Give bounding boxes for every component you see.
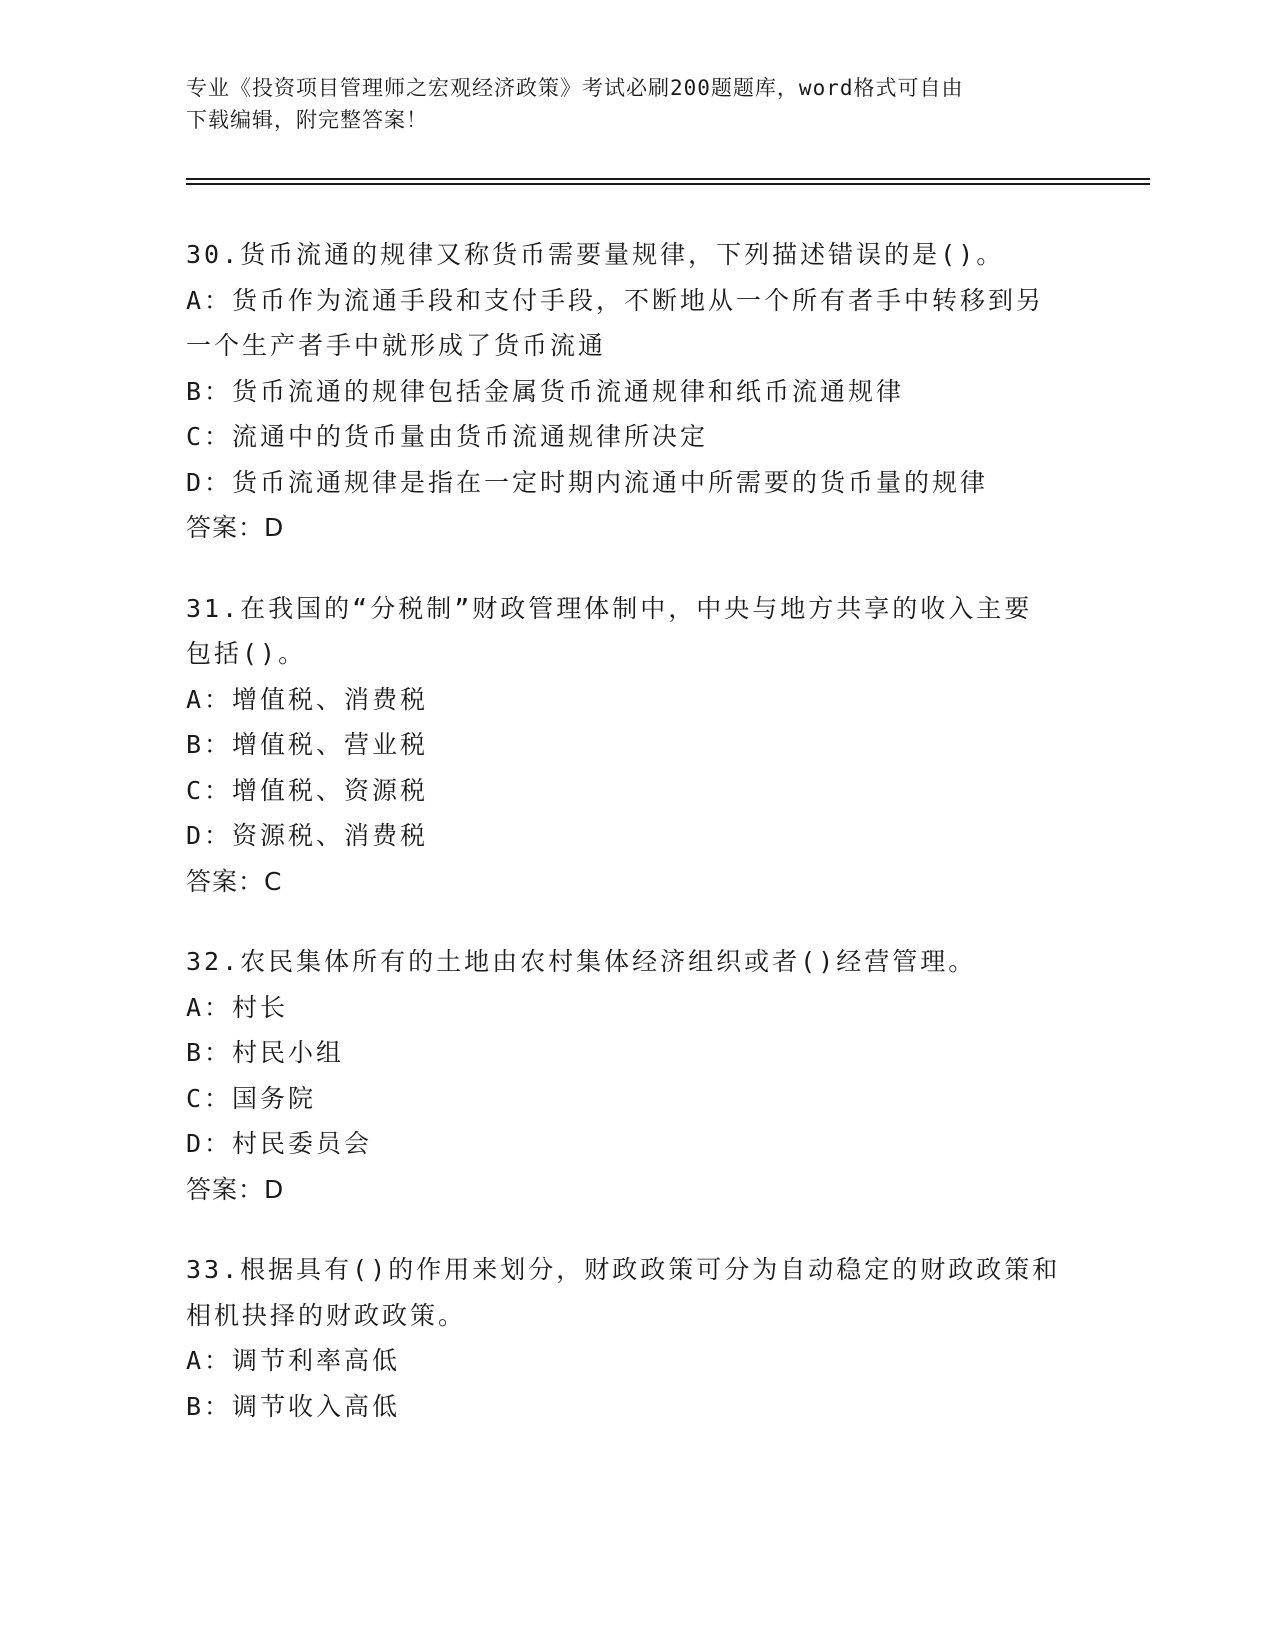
option-a: A：调节利率高低 <box>186 1346 401 1375</box>
option-a: A：货币作为流通手段和支付手段，不断地从一个所有者手中转移到另 <box>186 285 1045 315</box>
header-line-1: 专业《投资项目管理师之宏观经济政策》考试必刷200题题库，word格式可自由 <box>186 76 964 100</box>
question-list <box>186 232 1066 1464</box>
question-stem-continued: 相机抉择的财政政策。 <box>186 1300 467 1330</box>
question-33 <box>186 1247 1066 1429</box>
option-c: C：流通中的货币量由货币流通规律所决定 <box>186 422 709 451</box>
question-stem: 31.在我国的“分税制”财政管理体制中，中央与地方共享的收入主要 <box>186 593 1033 623</box>
option-c: C：国务院 <box>186 1083 317 1113</box>
option-d: D：村民委员会 <box>186 1129 373 1158</box>
option-a-continued: 一个生产者手中就形成了货币流通 <box>186 331 607 360</box>
option-d: D：资源税、消费税 <box>186 821 429 850</box>
option-b: B：村民小组 <box>186 1038 345 1067</box>
document-header <box>186 72 1066 136</box>
question-stem: 33.根据具有()的作用来划分，财政政策可分为自动稳定的财政政策和 <box>186 1255 1061 1284</box>
option-b: B：增值税、营业税 <box>186 730 429 759</box>
option-c: C：增值税、资源税 <box>186 775 429 805</box>
question-32 <box>186 939 1066 1212</box>
question-stem: 30.货币流通的规律又称货币需要量规律，下列描述错误的是()。 <box>186 240 1005 269</box>
question-stem: 32.农民集体所有的土地由农村集体经济组织或者()经营管理。 <box>186 947 977 976</box>
header-divider-bottom <box>186 183 1150 185</box>
answer: 答案：D <box>186 513 285 542</box>
option-b: B：货币流通的规律包括金属货币流通规律和纸币流通规律 <box>186 376 905 406</box>
header-divider-top <box>186 178 1150 180</box>
answer: 答案：C <box>186 866 283 896</box>
question-30 <box>186 232 1066 551</box>
answer: 答案：D <box>186 1174 285 1204</box>
option-a: A：增值税、消费税 <box>186 684 429 714</box>
option-d: D：货币流通规律是指在一定时期内流通中所需要的货币量的规律 <box>186 467 989 497</box>
question-stem-continued: 包括()。 <box>186 639 307 668</box>
header-line-2: 下载编辑，附完整答案！ <box>186 108 428 132</box>
option-a: A：村长 <box>186 992 289 1022</box>
question-31 <box>186 586 1066 905</box>
option-b: B：调节收入高低 <box>186 1391 401 1421</box>
